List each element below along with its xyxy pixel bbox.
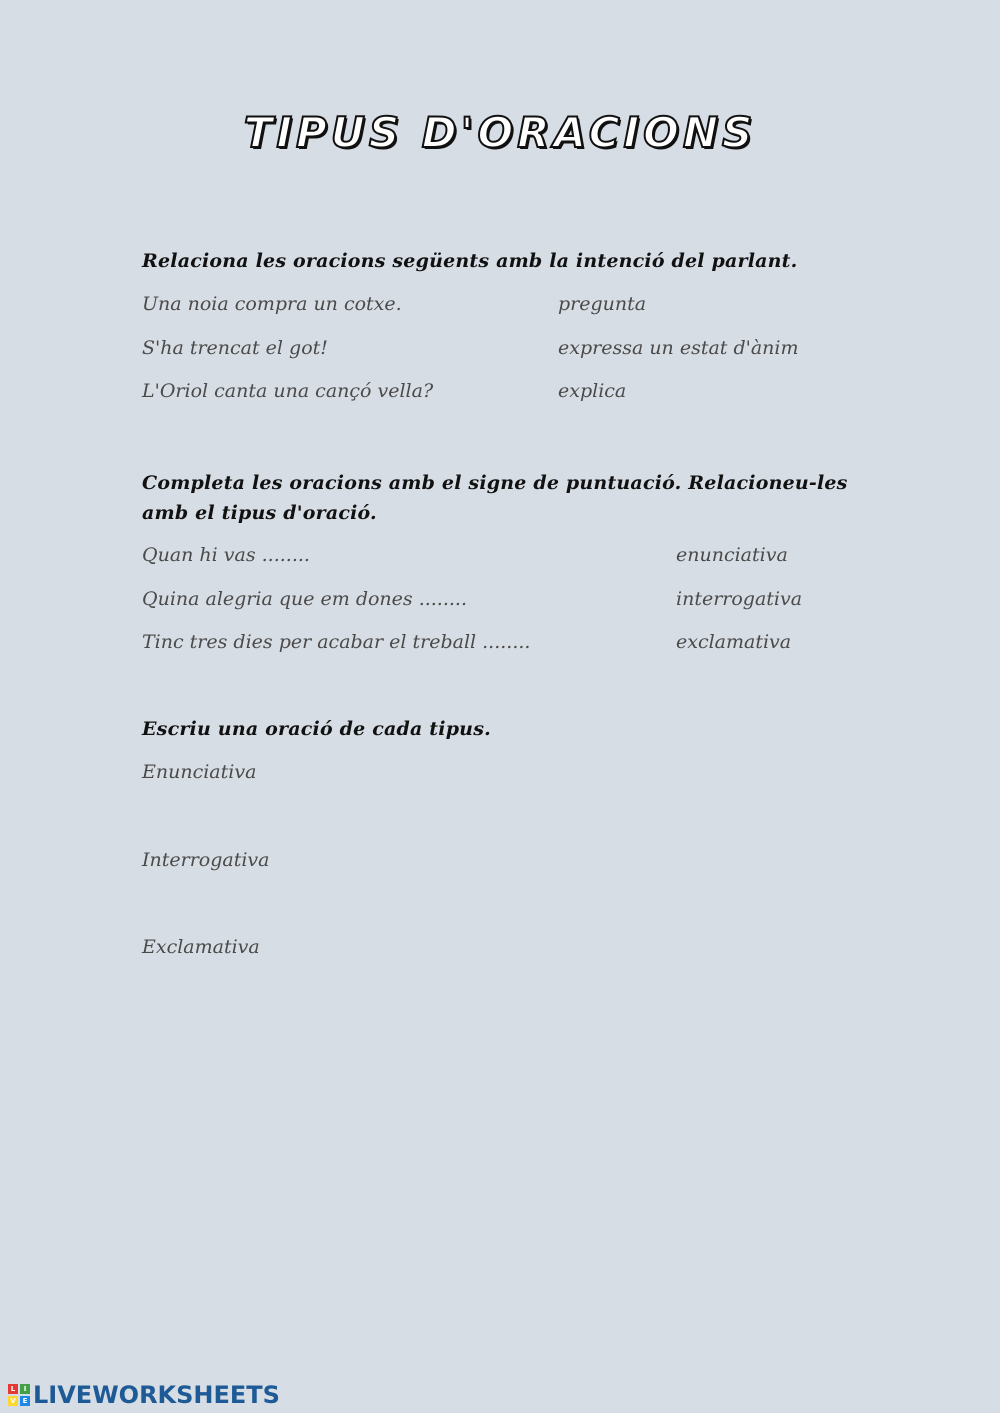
section1-sentence-3: L'Oriol canta una cançó vella?	[142, 380, 434, 402]
logo-text: LIVEWORKSHEETS	[33, 1381, 280, 1409]
section1-intention-1: pregunta	[558, 293, 647, 315]
section2-sentence-1: Quan hi vas ........	[142, 544, 310, 566]
section3-label-interrogativa: Interrogativa	[142, 849, 270, 871]
section1-sentence-1: Una noia compra un cotxe.	[142, 293, 402, 315]
section2-instruction: Completa les oracions amb el signe de puntuació. Relacioneu-les amb el tipus d'oració.	[142, 472, 848, 524]
logo-block: L	[8, 1384, 18, 1394]
liveworksheets-logo	[8, 1381, 280, 1409]
section1-intention-3: explica	[558, 380, 627, 402]
section2-type-2: interrogativa	[676, 588, 803, 610]
section2-type-1: enunciativa	[676, 544, 788, 566]
logo-block: I	[20, 1384, 30, 1394]
section3-instruction: Escriu una oració de cada tipus.	[142, 718, 491, 740]
section1-instruction: Relaciona les oracions següents amb la intenció del parlant.	[142, 250, 798, 272]
section3-label-exclamativa: Exclamativa	[142, 936, 260, 958]
section2-sentence-2: Quina alegria que em dones ........	[142, 588, 468, 610]
page-title: TIPUS D'ORACIONS	[243, 108, 757, 157]
logo-block: E	[20, 1396, 30, 1406]
section2-sentence-3: Tinc tres dies per acabar el treball ........	[142, 631, 531, 653]
section2-type-3: exclamativa	[676, 631, 792, 653]
section1-intention-2: expressa un estat d'ànim	[558, 337, 799, 359]
section3-label-enunciativa: Enunciativa	[142, 761, 257, 783]
section1-sentence-2: S'ha trencat el got!	[142, 337, 328, 359]
logo-blocks-icon	[8, 1384, 30, 1406]
logo-block: V	[8, 1396, 18, 1406]
